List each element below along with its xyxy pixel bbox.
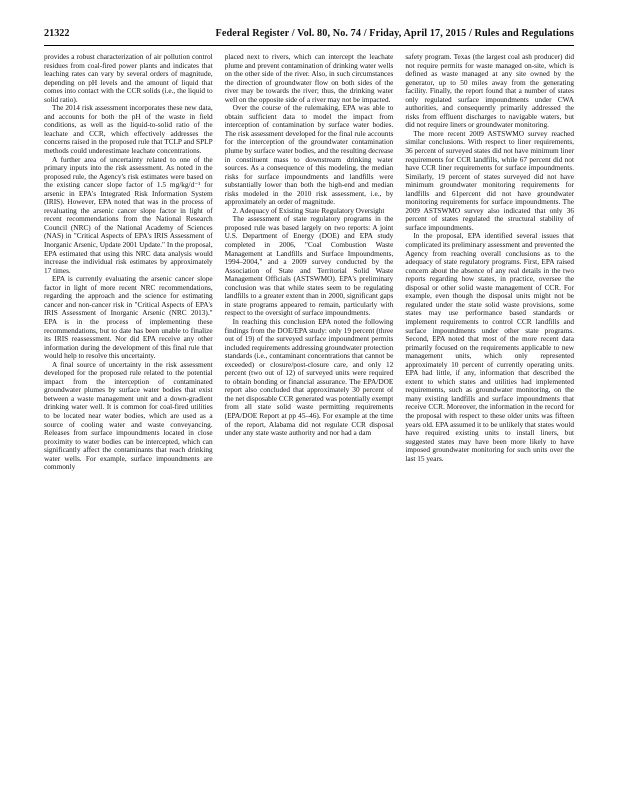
header-rule: [44, 45, 574, 46]
section-heading: 2. Adequacy of Existing State Regulatory Oversight: [232, 205, 385, 215]
column-2: [225, 53, 394, 794]
paragraph: provides a robust characterization of air pollution control residues from coal-fired power plants and indicates that leaching rates can vary by several orders of magnitude, depending on pH levels and the amount of liquid that comes into contact with the CCR solids (i.e., the liquid to solid ratio).: [44, 53, 213, 104]
running-head: Federal Register / Vol. 80, No. 74 / Friday, April 17, 2015 / Rules and Regulations: [215, 28, 574, 39]
column-1: [44, 53, 213, 794]
paragraph: In reaching this conclusion EPA noted the following findings from the DOE/EPA study: only 19 percent (three out of 19) of the surveyed surface impoundment permits included requirements addressing groundwater protection standards (i.e., contaminant concentrations that cannot be exceeded) or closure/post-closure care, and only 12 percent (two out of 12) of surveyed units were required to obtain bonding or financial assurance. The EPA/DOE report also concluded that approximately 30 percent of the net disposable CCR generated was potentially exempt from all state solid waste permitting requirements (EPA/DOE Report at pp 45–46). For example at the time of the report, Alabama did not regulate CCR disposal under any state waste authority and nor had a dam: [224, 316, 394, 438]
paragraph: A further area of uncertainty related to one of the primary inputs into the risk assessment. As noted in the proposed rule, the Agency's risk estimates were based on the existing cancer slope factor of 1.5 mg/kg/d⁻¹ for arsenic in EPA's Integrated Risk Information System (IRIS). However, EPA noted that was in the process of revaluating the arsenic cancer slope factor in light of recent recommendations from the National Research Council (NRC) of the National Academy of Sciences (NAS) in "Critical Aspects of EPA's IRIS Assessment of Inorganic Arsenic, Update 2001 Update." In the proposal, EPA estimated that using this NRC data analysis would increase the individual risk estimates by approximately 17 times.: [44, 154, 213, 275]
paragraph: EPA is currently evaluating the arsenic cancer slope factor in light of more recent NRC recommendations, regarding the approach and the science for estimating cancer and non-cancer risk in "Critical Aspects of EPA's IRIS Assessment of Inorganic Arsenic (NRC 2013)." EPA is in the process of implementing these recommendations, but to date has been unable to finalize its IRIS reassessment. Nor did EPA receive any other information during the development of this final rule that would help to resolve this uncertainty.: [44, 274, 213, 361]
page-number: 21322: [44, 28, 70, 39]
column-3: [405, 53, 574, 794]
paragraph: Over the course of the rulemaking, EPA was able to obtain sufficient data to model the impact from interception of contamination by surface water bodies. The risk assessment developed for the final rule accounts for the interception of the groundwater contamination plume by surface water bodies, and the resulting decrease in constituent mass to downstream drinking water sources. As a consequence of this modeling, the median risks for surface impoundments and landfills were substantially lower than both the high-end and median risks modeled in the 2010 risk assessment, i.e., by approximately an order of magnitude.: [224, 103, 394, 207]
paragraph: In the proposal, EPA identified several issues that complicated its preliminary assessment and prevented the Agency from reaching overall conclusions as to the adequacy of state regulatory programs. First, EPA raised concern about the absence of any real details in the two reports regarding how states, in practice, oversee the disposal or other solid waste management of CCR. For example, even though the disposal units might not be regulated under the state solid waste provisions, some states may use performance based standards or implement requirements to control CCR landfills and surface impoundments under other state programs. Second, EPA noted that most of the more recent data primarily focused on the requirements applicable to new management units, which only represented approximately 10 percent of currently operating units. EPA had little, if any, information that described the extent to which states and utilities had implemented requirements, such as groundwater monitoring, on the many existing landfills and surface impoundments that receive CCR. Moreover, the information in the record for the proposal with respect to these older units was fifteen years old. EPA assumed it to be unlikely that states would have required existing units to install liners, but suggested states may have been more likely to have imposed groundwater monitoring for such units over the last 15 years.: [405, 231, 574, 463]
paragraph: The assessment of state regulatory programs in the proposed rule was based largely on two reports: A joint U.S. Department of Energy (DOE) and EPA study completed in 2006, "Coal Combustion Waste Management at Landfills and Surface Impoundments, 1994–2004," and a 2009 survey conducted by the Association of State and Territorial Solid Waste Management Officials (ASTSWMO). EPA's preliminary conclusion was that while states seem to be regulating landfills to a greater extent than in 2000, significant gaps in state programs appeared to remain, particularly with respect to the oversight of surface impoundments.: [224, 214, 394, 318]
paragraph: The more recent 2009 ASTSWMO survey reached similar conclusions. With respect to liner requirements, 36 percent of surveyed states did not have minimum liner requirements for CCR landfills, while 67 percent did not have CCR liner requirements for surface impoundments. Similarly, 19 percent of states surveyed did not have minimum groundwater monitoring requirements for landfills and 61percent did not have groundwater monitoring requirements for surface impoundments. The 2009 ASTSWMO survey also indicated that only 36 percent of states regulated the structural stability of surface impoundments.: [405, 128, 574, 232]
paragraph: placed next to rivers, which can intercept the leachate plume and prevent contamination of drinking water wells on the other side of the river. Also, in such circumstances the direction of groundwater flow on both sides of the river may be towards the river; thus, the drinking water well on the opposite side of a river may not be impacted.: [224, 53, 394, 104]
paragraph: A final source of uncertainty in the risk assessment developed for the proposed rule related to the potential impact from the interception of contaminated groundwater plumes by surface water bodies that exist between a waste management unit and a down-gradient drinking water well. It is common for coal-fired utilities to be located near water bodies, which are used as a source of cooling water and waste conveyancing. Releases from surface impoundments located in close proximity to water bodies can be intercepted, which can significantly affect the contaminants that reach drinking water wells. For example, surface impoundments are commonly: [44, 359, 213, 472]
body-columns: [44, 53, 574, 794]
paragraph: safety program. Texas (the largest coal ash producer) did not require permits for waste managed on-site, which is defined as waste managed at any site owned by the generator, up to 50 miles away from the generating facility. Finally, the report found that a number of states only regulated surface impoundments under CWA authorities, and consequently primarily addressed the risks from effluent discharges to navigable waters, but did not require liners or groundwater monitoring.: [405, 53, 574, 130]
paragraph: The 2014 risk assessment incorporates these new data, and accounts for both the pH of the waste in field conditions, as well as the liquid-to-solid ratio of the leachate and CCR, which effectively addresses the concerns raised in the proposed rule that TCLP and SPLP methods could underestimate leachate concentrations.: [44, 103, 213, 156]
page-header: [44, 28, 574, 44]
